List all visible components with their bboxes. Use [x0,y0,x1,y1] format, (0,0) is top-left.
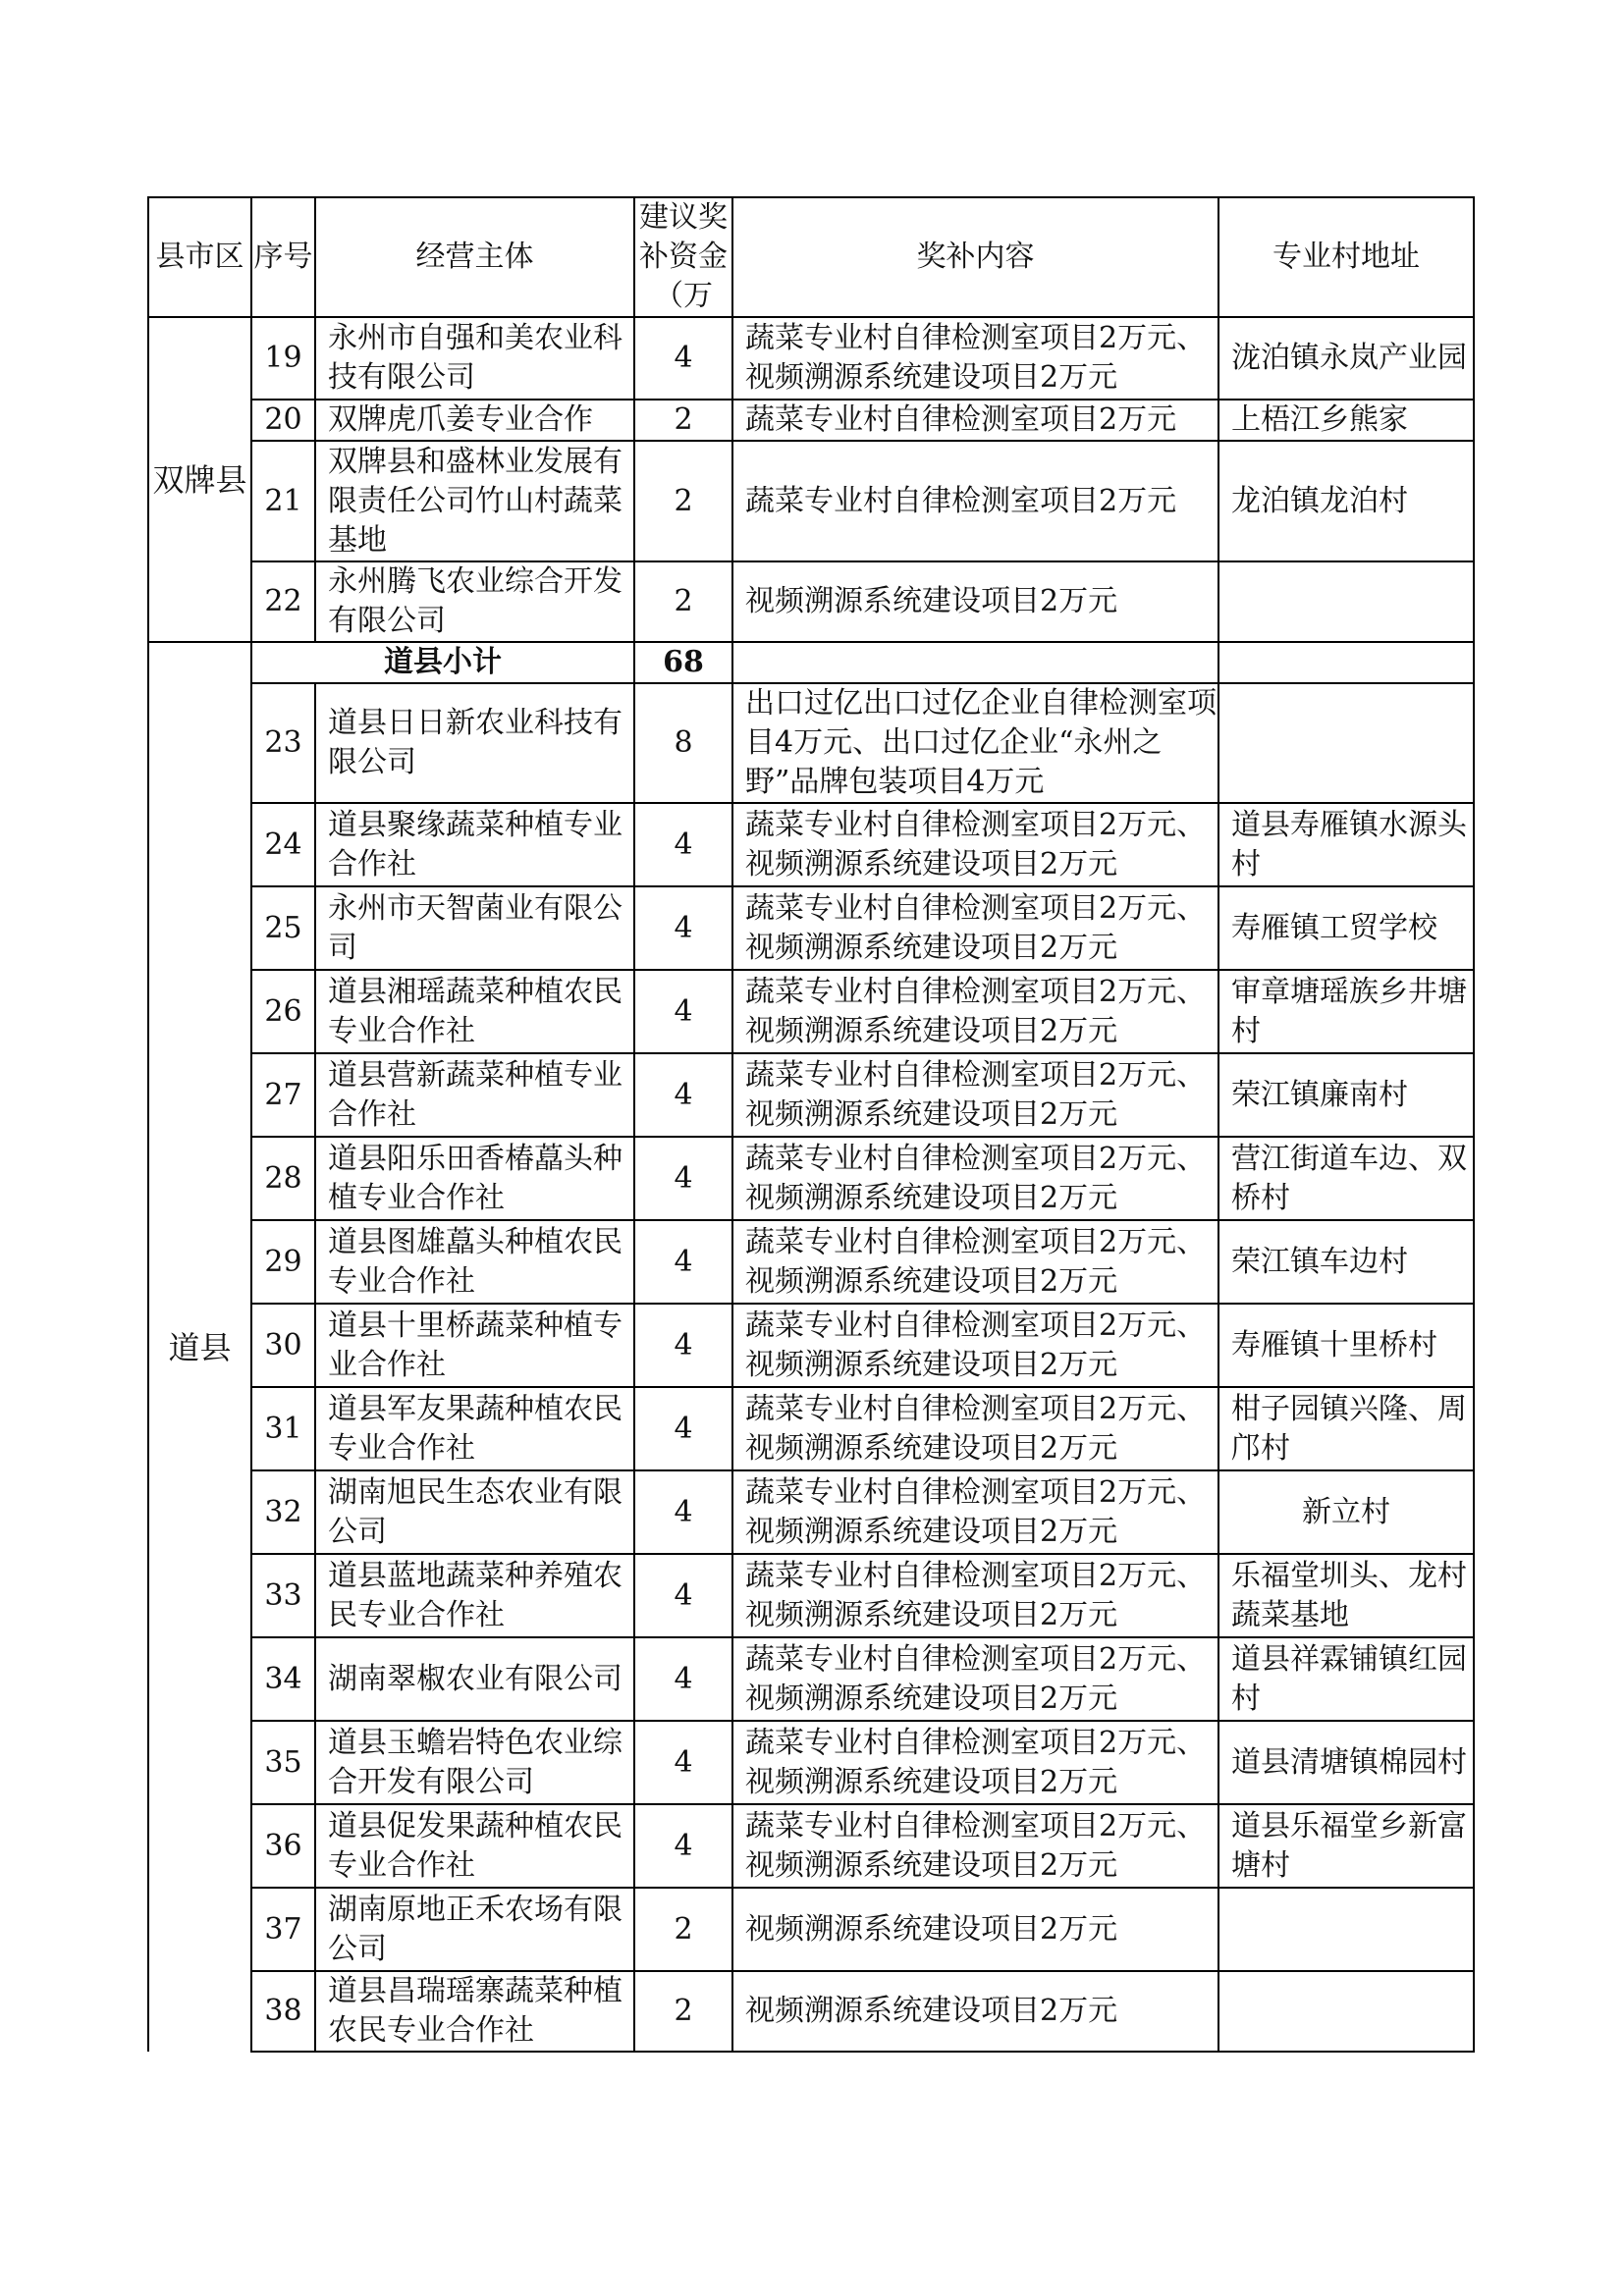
funding-cell: 2 [634,1971,732,2052]
header-funding: 建议奖补资金（万 [634,197,732,317]
table-row [148,1220,1474,1304]
entity-cell: 永州腾飞农业综合开发有限公司 [315,561,634,642]
address-cell [1218,561,1474,642]
content-cell: 出口过亿出口过亿企业自律检测室项目4万元、出口过亿企业“永州之野”品牌包装项目4万元 [732,683,1218,803]
address-cell [1218,1971,1474,2052]
address-cell: 泷泊镇永岚产业园 [1218,317,1474,400]
address-cell: 道县寿雁镇水源头村 [1218,803,1474,886]
subsidy-table [147,196,1475,2053]
entity-cell: 道县促发果蔬种植农民专业合作社 [315,1804,634,1888]
address-cell: 营江街道车边、双桥村 [1218,1137,1474,1220]
seq-cell: 30 [251,1304,315,1387]
content-cell: 蔬菜专业村自律检测室项目2万元、视频溯源系统建设项目2万元 [732,1470,1218,1554]
content-cell: 蔬菜专业村自律检测室项目2万元、视频溯源系统建设项目2万元 [732,1137,1218,1220]
entity-cell: 双牌虎爪姜专业合作 [315,400,634,441]
seq-cell: 36 [251,1804,315,1888]
content-cell: 蔬菜专业村自律检测室项目2万元、视频溯源系统建设项目2万元 [732,1804,1218,1888]
entity-cell: 湖南翠椒农业有限公司 [315,1637,634,1721]
seq-cell: 21 [251,441,315,561]
table-row [148,1721,1474,1804]
header-content: 奖补内容 [732,197,1218,317]
county-cell-shuangpai: 双牌县 [148,317,251,642]
content-cell: 蔬菜专业村自律检测室项目2万元、视频溯源系统建设项目2万元 [732,1387,1218,1470]
entity-cell: 道县聚缘蔬菜种植专业合作社 [315,803,634,886]
table-row [148,683,1474,803]
header-entity: 经营主体 [315,197,634,317]
content-cell: 蔬菜专业村自律检测室项目2万元 [732,400,1218,441]
funding-cell: 4 [634,1387,732,1470]
table-row [148,1554,1474,1637]
entity-cell: 双牌县和盛林业发展有限责任公司竹山村蔬菜基地 [315,441,634,561]
content-cell: 蔬菜专业村自律检测室项目2万元、视频溯源系统建设项目2万元 [732,1721,1218,1804]
table-row [148,441,1474,561]
entity-cell: 道县日日新农业科技有限公司 [315,683,634,803]
seq-cell: 25 [251,886,315,970]
funding-cell: 2 [634,400,732,441]
entity-cell: 道县阳乐田香椿藠头种植专业合作社 [315,1137,634,1220]
table-row [148,1053,1474,1137]
content-cell: 蔬菜专业村自律检测室项目2万元、视频溯源系统建设项目2万元 [732,1220,1218,1304]
table-row [148,1971,1474,2052]
address-cell [1218,683,1474,803]
funding-cell: 8 [634,683,732,803]
entity-cell: 道县军友果蔬种植农民专业合作社 [315,1387,634,1470]
table-row [148,1137,1474,1220]
entity-cell: 湖南旭民生态农业有限公司 [315,1470,634,1554]
funding-cell: 4 [634,1470,732,1554]
address-cell: 寿雁镇十里桥村 [1218,1304,1474,1387]
address-cell: 荣江镇车边村 [1218,1220,1474,1304]
seq-cell: 24 [251,803,315,886]
content-cell: 蔬菜专业村自律检测室项目2万元、视频溯源系统建设项目2万元 [732,886,1218,970]
seq-cell: 29 [251,1220,315,1304]
funding-cell: 4 [634,886,732,970]
address-cell: 柑子园镇兴隆、周邝村 [1218,1387,1474,1470]
funding-cell: 4 [634,1721,732,1804]
funding-cell: 4 [634,1554,732,1637]
content-cell: 蔬菜专业村自律检测室项目2万元、视频溯源系统建设项目2万元 [732,803,1218,886]
header-county: 县市区 [148,197,251,317]
seq-cell: 37 [251,1888,315,1971]
table-row [148,1304,1474,1387]
table-row [148,886,1474,970]
table-row [148,400,1474,441]
funding-cell: 2 [634,1888,732,1971]
seq-cell: 28 [251,1137,315,1220]
header-address: 专业村地址 [1218,197,1474,317]
entity-cell: 永州市天智菌业有限公司 [315,886,634,970]
seq-cell: 35 [251,1721,315,1804]
content-cell: 蔬菜专业村自律检测室项目2万元、视频溯源系统建设项目2万元 [732,1053,1218,1137]
subtotal-content-empty [732,642,1218,683]
county-cell-daoxian: 道县 [148,642,251,2052]
content-cell: 蔬菜专业村自律检测室项目2万元 [732,441,1218,561]
seq-cell: 19 [251,317,315,400]
seq-cell: 20 [251,400,315,441]
entity-cell: 道县蓝地蔬菜种养殖农民专业合作社 [315,1554,634,1637]
entity-cell: 道县玉蟾岩特色农业综合开发有限公司 [315,1721,634,1804]
entity-cell: 道县昌瑞瑶寨蔬菜种植农民专业合作社 [315,1971,634,2052]
table-row [148,561,1474,642]
table-row [148,1637,1474,1721]
table-row [148,1470,1474,1554]
address-cell [1218,1888,1474,1971]
entity-cell: 道县湘瑶蔬菜种植农民专业合作社 [315,970,634,1053]
funding-cell: 4 [634,1137,732,1220]
entity-cell: 永州市自强和美农业科技有限公司 [315,317,634,400]
address-cell: 道县祥霖铺镇红园村 [1218,1637,1474,1721]
funding-cell: 4 [634,970,732,1053]
content-cell: 视频溯源系统建设项目2万元 [732,561,1218,642]
funding-cell: 4 [634,1220,732,1304]
seq-cell: 31 [251,1387,315,1470]
funding-cell: 2 [634,441,732,561]
seq-cell: 32 [251,1470,315,1554]
address-cell: 新立村 [1218,1470,1474,1554]
seq-cell: 33 [251,1554,315,1637]
table-row [148,1888,1474,1971]
address-cell: 乐福堂圳头、龙村蔬菜基地 [1218,1554,1474,1637]
subtotal-address-empty [1218,642,1474,683]
header-row [148,197,1474,317]
table-row [148,970,1474,1053]
subsidy-table-page [147,196,1473,2053]
address-cell: 道县乐福堂乡新富塘村 [1218,1804,1474,1888]
table-row [148,1804,1474,1888]
content-cell: 蔬菜专业村自律检测室项目2万元、视频溯源系统建设项目2万元 [732,1304,1218,1387]
seq-cell: 26 [251,970,315,1053]
entity-cell: 道县十里桥蔬菜种植专业合作社 [315,1304,634,1387]
funding-cell: 4 [634,317,732,400]
seq-cell: 23 [251,683,315,803]
seq-cell: 34 [251,1637,315,1721]
table-row [148,317,1474,400]
funding-cell: 4 [634,803,732,886]
content-cell: 蔬菜专业村自律检测室项目2万元、视频溯源系统建设项目2万元 [732,970,1218,1053]
address-cell: 道县清塘镇棉园村 [1218,1721,1474,1804]
header-seq: 序号 [251,197,315,317]
address-cell: 寿雁镇工贸学校 [1218,886,1474,970]
funding-cell: 4 [634,1053,732,1137]
table-row [148,803,1474,886]
content-cell: 蔬菜专业村自律检测室项目2万元、视频溯源系统建设项目2万元 [732,317,1218,400]
funding-cell: 4 [634,1304,732,1387]
seq-cell: 27 [251,1053,315,1137]
entity-cell: 湖南原地正禾农场有限公司 [315,1888,634,1971]
entity-cell: 道县营新蔬菜种植专业合作社 [315,1053,634,1137]
address-cell: 审章塘瑶族乡井塘村 [1218,970,1474,1053]
seq-cell: 38 [251,1971,315,2052]
table-row [148,1387,1474,1470]
subtotal-row [148,642,1474,683]
funding-cell: 2 [634,561,732,642]
seq-cell: 22 [251,561,315,642]
content-cell: 蔬菜专业村自律检测室项目2万元、视频溯源系统建设项目2万元 [732,1637,1218,1721]
content-cell: 视频溯源系统建设项目2万元 [732,1971,1218,2052]
funding-cell: 4 [634,1637,732,1721]
entity-cell: 道县图雄藠头种植农民专业合作社 [315,1220,634,1304]
subtotal-value: 68 [634,642,732,683]
content-cell: 蔬菜专业村自律检测室项目2万元、视频溯源系统建设项目2万元 [732,1554,1218,1637]
address-cell: 荣江镇廉南村 [1218,1053,1474,1137]
address-cell: 上梧江乡熊家 [1218,400,1474,441]
address-cell: 龙泊镇龙泊村 [1218,441,1474,561]
subtotal-label: 道县小计 [251,642,634,683]
content-cell: 视频溯源系统建设项目2万元 [732,1888,1218,1971]
funding-cell: 4 [634,1804,732,1888]
